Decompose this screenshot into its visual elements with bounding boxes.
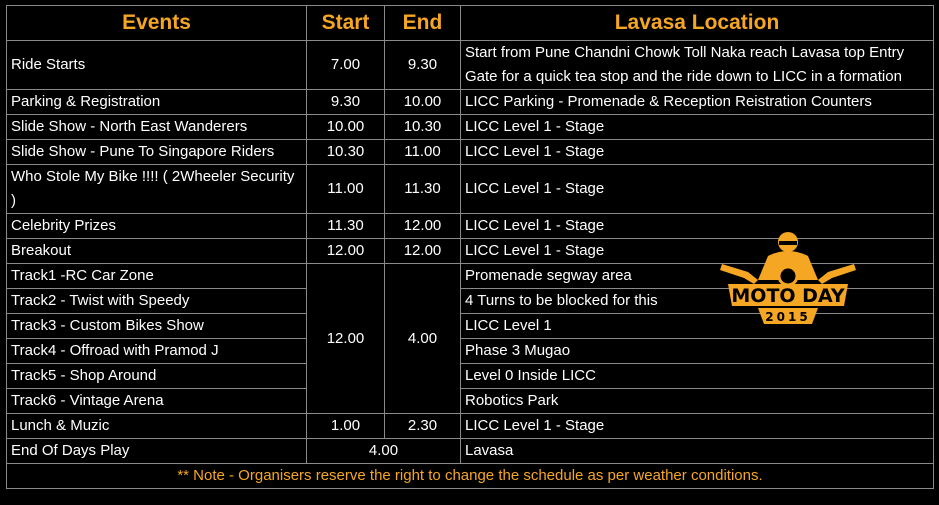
event-cell: Track4 - Offroad with Pramod J xyxy=(7,339,307,364)
header-location: Lavasa Location xyxy=(461,6,934,41)
event-cell: Slide Show - North East Wanderers xyxy=(7,115,307,140)
location-cell: LICC Level 1 - Stage xyxy=(461,140,934,165)
tracks-end-cell: 4.00 xyxy=(385,264,461,414)
start-cell: 1.00 xyxy=(307,414,385,439)
event-cell: Who Stole My Bike !!!! ( 2Wheeler Security ) xyxy=(7,165,307,214)
start-cell: 7.00 xyxy=(307,41,385,90)
location-cell: LICC Level 1 - Stage xyxy=(461,214,934,239)
table-row xyxy=(7,165,934,214)
table-row xyxy=(7,414,934,439)
location-cell: Robotics Park xyxy=(461,389,934,414)
table-row xyxy=(7,140,934,165)
start-cell: 10.30 xyxy=(307,140,385,165)
start-cell: 11.00 xyxy=(307,165,385,214)
location-cell: Promenade segway area xyxy=(461,264,934,289)
table-row xyxy=(7,41,934,90)
end-cell: 10.30 xyxy=(385,115,461,140)
event-cell: Breakout xyxy=(7,239,307,264)
end-cell: 9.30 xyxy=(385,41,461,90)
event-cell: Lunch & Muzic xyxy=(7,414,307,439)
end-cell: 11.30 xyxy=(385,165,461,214)
event-cell: Track1 -RC Car Zone xyxy=(7,264,307,289)
track-row xyxy=(7,364,934,389)
event-cell: Ride Starts xyxy=(7,41,307,90)
track-row xyxy=(7,339,934,364)
time-cell: 4.00 xyxy=(307,439,461,464)
event-cell: Track2 - Twist with Speedy xyxy=(7,289,307,314)
header-events: Events xyxy=(7,6,307,41)
start-cell: 11.30 xyxy=(307,214,385,239)
header-start: Start xyxy=(307,6,385,41)
location-cell: 4 Turns to be blocked for this xyxy=(461,289,934,314)
end-cell: 12.00 xyxy=(385,214,461,239)
table-row xyxy=(7,115,934,140)
location-cell: LICC Level 1 - Stage xyxy=(461,165,934,214)
event-cell: Celebrity Prizes xyxy=(7,214,307,239)
header-row xyxy=(7,6,934,41)
end-cell: 2.30 xyxy=(385,414,461,439)
event-cell: End Of Days Play xyxy=(7,439,307,464)
end-cell: 10.00 xyxy=(385,90,461,115)
location-cell: LICC Level 1 xyxy=(461,314,934,339)
start-cell: 12.00 xyxy=(307,239,385,264)
location-cell: LICC Level 1 - Stage xyxy=(461,414,934,439)
moto-day-logo xyxy=(718,228,858,338)
track-row xyxy=(7,389,934,414)
event-cell: Track3 - Custom Bikes Show xyxy=(7,314,307,339)
tracks-start-cell: 12.00 xyxy=(307,264,385,414)
event-cell: Track6 - Vintage Arena xyxy=(7,389,307,414)
end-cell: 11.00 xyxy=(385,140,461,165)
start-cell: 9.30 xyxy=(307,90,385,115)
event-cell: Slide Show - Pune To Singapore Riders xyxy=(7,140,307,165)
event-cell: Parking & Registration xyxy=(7,90,307,115)
schedule-note: ** Note - Organisers reserve the right to change the schedule as per weather conditions. xyxy=(7,464,934,489)
location-cell: LICC Level 1 - Stage xyxy=(461,239,934,264)
table-row xyxy=(7,439,934,464)
logo-year: 2015 xyxy=(765,310,811,324)
header-end: End xyxy=(385,6,461,41)
location-cell: LICC Level 1 - Stage xyxy=(461,115,934,140)
table-row xyxy=(7,90,934,115)
location-cell: LICC Parking - Promenade & Reception Reistration Counters xyxy=(461,90,934,115)
end-cell: 12.00 xyxy=(385,239,461,264)
location-cell: Phase 3 Mugao xyxy=(461,339,934,364)
location-cell: Lavasa xyxy=(461,439,934,464)
logo-title: MOTO DAY xyxy=(731,285,845,307)
location-cell: Start from Pune Chandni Chowk Toll Naka reach Lavasa top Entry Gate for a quick tea stop and the ride down to LICC in a formation xyxy=(461,41,934,90)
event-cell: Track5 - Shop Around xyxy=(7,364,307,389)
note-row xyxy=(7,464,934,489)
location-cell: Level 0 Inside LICC xyxy=(461,364,934,389)
start-cell: 10.00 xyxy=(307,115,385,140)
